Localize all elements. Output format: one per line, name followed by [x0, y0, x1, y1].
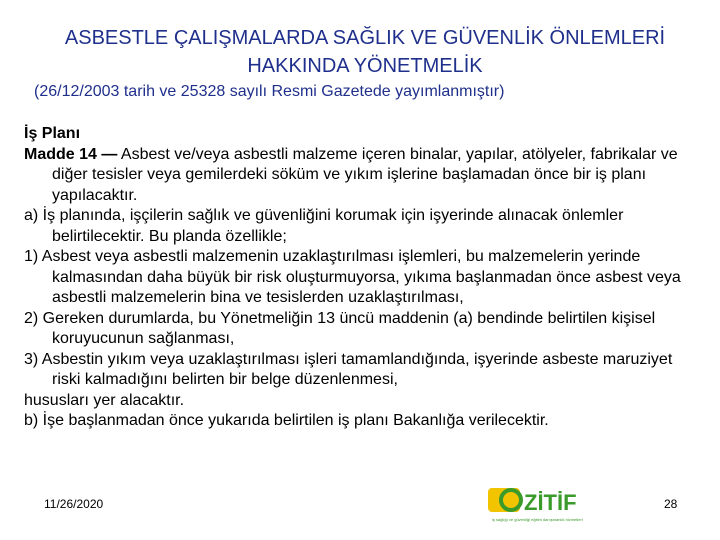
slide-subtitle: (26/12/2003 tarih ve 25328 sayılı Resmi Gazetede yayımlanmıştır): [34, 83, 505, 100]
logo-tagline: iş sağlığı ve güvenliği eğitim danışmanlık hizmetleri: [492, 517, 583, 522]
section-heading: İş Planı: [24, 125, 81, 142]
page-number: 28: [664, 497, 678, 511]
item-1: 1) Asbest veya asbestli malzemenin uzaklaştırılması işlemleri, bu malzemelerin yerinde kalmasından daha büyük bir risk oluşturmuyorsa, yıkıma başlanmadan önce asbest veya asbestli malzemelerin bina ve tesislerden uzaklaştırılması,: [24, 248, 681, 306]
logo-text: ZİTİF: [524, 490, 577, 515]
company-logo: [488, 486, 628, 524]
item-3: 3) Asbestin yıkım veya uzaklaştırılması işleri tamamlandığında, işyerinde asbeste maruziyet riski kalmadığını belirten bir belge düzenlenmesi,: [24, 350, 673, 388]
slide-title: ASBESTLE ÇALIŞMALARDA SAĞLIK VE GÜVENLİK ÖNLEMLERİ HAKKINDA YÖNETMELİK: [64, 27, 666, 77]
article-text: Asbest ve/veya asbestli malzeme içeren binalar, yapılar, atölyeler, fabrikalar ve diğer tesisler veya gemilerdeki söküm ve yıkım işlerine başlamadan önce bir iş planı yapılacaktır.: [52, 145, 678, 204]
closing-line: hususları yer alacaktır.: [24, 391, 185, 409]
footer-date: 11/26/2020: [44, 497, 104, 511]
item-a: a) İş planında, işçilerin sağlık ve güvenliğini korumak için işyerinde alınacak önlemler belirtilecektir. Bu planda özellikle;: [24, 207, 624, 245]
item-2: 2) Gereken durumlarda, bu Yönetmeliğin 13 üncü maddenin (a) bendinde belirtilen kişisel koruyucunun sağlanması,: [24, 309, 656, 347]
article-label: Madde 14 —: [24, 145, 118, 163]
logo-graphic: [488, 486, 628, 524]
article-paragraph: [24, 145, 696, 207]
item-b: b) İşe başlanmadan önce yukarıda belirtilen iş planı Bakanlığa verilecektir.: [24, 412, 549, 429]
slide-body: [24, 124, 696, 432]
